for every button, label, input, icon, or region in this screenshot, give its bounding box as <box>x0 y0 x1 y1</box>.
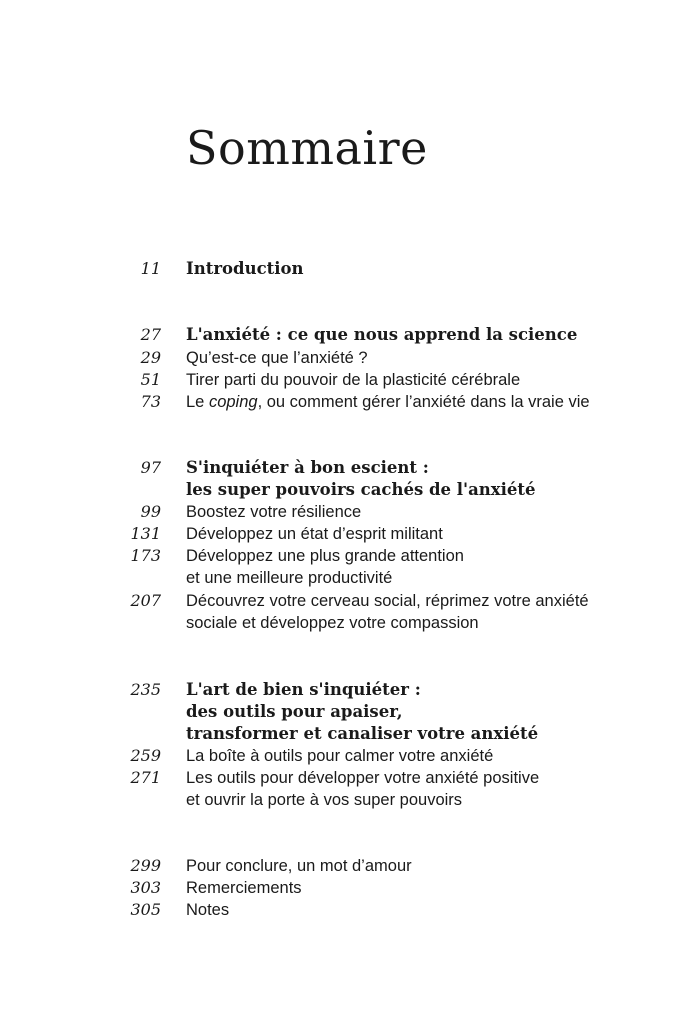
entry-title <box>186 391 590 413</box>
entry-title-line: Développez une plus grande attention <box>186 547 464 565</box>
entry-title-line: Tirer parti du pouvoir de la plasticité cérébrale <box>186 371 521 389</box>
entry-title <box>186 258 304 280</box>
entry-title-line: L'art de bien s'inquiéter : <box>186 680 421 699</box>
entry-title-line: Introduction <box>186 259 304 278</box>
page-number: 271 <box>130 768 161 787</box>
entry-title-line: Qu’est-ce que l’anxiété ? <box>186 349 368 367</box>
entry-title-line: Pour conclure, un mot d’amour <box>186 857 412 875</box>
entry-title-line: les super pouvoirs cachés de l'anxiété <box>186 480 536 499</box>
entry-title-line: Boostez votre résilience <box>186 503 362 521</box>
entry-title <box>186 501 361 523</box>
page-number: 99 <box>140 502 161 521</box>
entry-title-line: des outils pour apaiser, <box>186 702 403 721</box>
entry-title-line: Le coping, ou comment gérer l’anxiété dans la vraie vie <box>186 393 590 411</box>
page-number: 51 <box>140 370 161 389</box>
entry-title <box>186 767 539 811</box>
entry-title <box>186 324 577 346</box>
page-number: 303 <box>130 878 161 897</box>
entry-title-line: Découvrez votre cerveau social, réprimez votre anxiété <box>186 592 589 610</box>
page-number: 11 <box>140 259 161 278</box>
entry-title <box>186 545 464 589</box>
entry-title-line: Remerciements <box>186 879 302 897</box>
entry-title-line: Notes <box>186 901 230 919</box>
entry-title <box>186 369 520 391</box>
entry-title <box>186 457 536 501</box>
page-number: 131 <box>130 524 161 543</box>
entry-title <box>186 523 443 545</box>
entry-title-line: et ouvrir la porte à vos super pouvoirs <box>186 791 463 809</box>
entry-title-line: sociale et développez votre compassion <box>186 614 479 632</box>
page-number: 97 <box>140 458 161 477</box>
entry-title-line: La boîte à outils pour calmer votre anxiété <box>186 747 494 765</box>
entry-title-line: et une meilleure productivité <box>186 569 393 587</box>
page-number: 259 <box>130 746 161 765</box>
page-number: 27 <box>140 325 161 344</box>
page-number: 207 <box>130 591 161 610</box>
page-number: 173 <box>130 546 161 565</box>
entry-title-line: S'inquiéter à bon escient : <box>186 458 429 477</box>
entry-title-line: transformer et canaliser votre anxiété <box>186 724 539 743</box>
page-number: 305 <box>130 900 161 919</box>
entry-title-line: Développez un état d’esprit militant <box>186 525 443 543</box>
page-number: 29 <box>140 348 161 367</box>
entry-title <box>186 855 412 877</box>
italic-term: coping <box>208 393 258 411</box>
page-number: 299 <box>130 856 161 875</box>
entry-title <box>186 679 538 745</box>
entry-title <box>186 745 493 767</box>
entry-title <box>186 877 302 899</box>
entry-title-line: L'anxiété : ce que nous apprend la science <box>186 325 578 344</box>
entry-title-line: Les outils pour développer votre anxiété positive <box>186 769 540 787</box>
entry-title <box>186 590 589 634</box>
page-title: Sommaire <box>186 121 428 175</box>
entry-title <box>186 899 229 921</box>
page-number: 235 <box>130 680 161 699</box>
entry-title <box>186 347 368 369</box>
page-number: 73 <box>140 392 161 411</box>
